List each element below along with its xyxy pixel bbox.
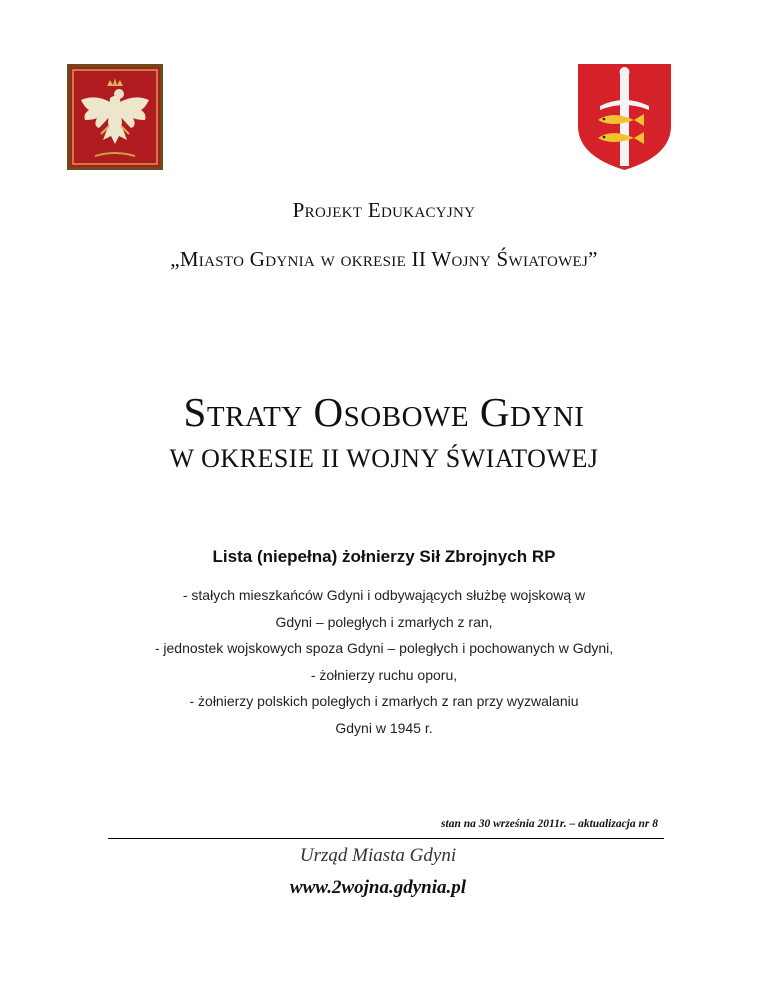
page-subtitle: W OKRESIE II WOJNY ŚWIATOWEJ: [169, 444, 599, 473]
list-description: [0, 582, 768, 741]
list-heading: Lista (niepełna) żołnierzy Sił Zbrojnych RP: [212, 547, 556, 566]
list-line: - żołnierzy polskich poległych i zmarłych z ran przy wyzwalaniu: [189, 693, 579, 709]
list-line: - żołnierzy ruchu oporu,: [310, 666, 458, 683]
divider: [108, 838, 664, 839]
list-line: - jednostek wojskowych spoza Gdyni – poległych i pochowanych w Gdyni,: [154, 640, 614, 656]
list-line: Gdyni – poległych i zmarłych z ran,: [275, 613, 493, 630]
gdynia-coat-of-arms-icon: [578, 64, 671, 170]
list-line: - stałych mieszkańców Gdyni i odbywających służbę wojskową w: [182, 587, 586, 603]
project-subtitle: „Miasto Gdynia w okresie II Wojny Światowej”: [170, 247, 598, 271]
project-title: Projekt Edukacyjny: [292, 198, 476, 222]
office-name: Urząd Miasta Gdyni: [299, 845, 457, 866]
polish-eagle-emblem-icon: [67, 64, 163, 170]
page-title: Straty Osobowe Gdyni: [183, 389, 585, 435]
website-link[interactable]: www.2wojna.gdynia.pl: [289, 877, 467, 898]
list-line: Gdyni w 1945 r.: [335, 719, 433, 736]
status-date: stan na 30 września 2011r. – aktualizacja nr 8: [441, 818, 658, 830]
